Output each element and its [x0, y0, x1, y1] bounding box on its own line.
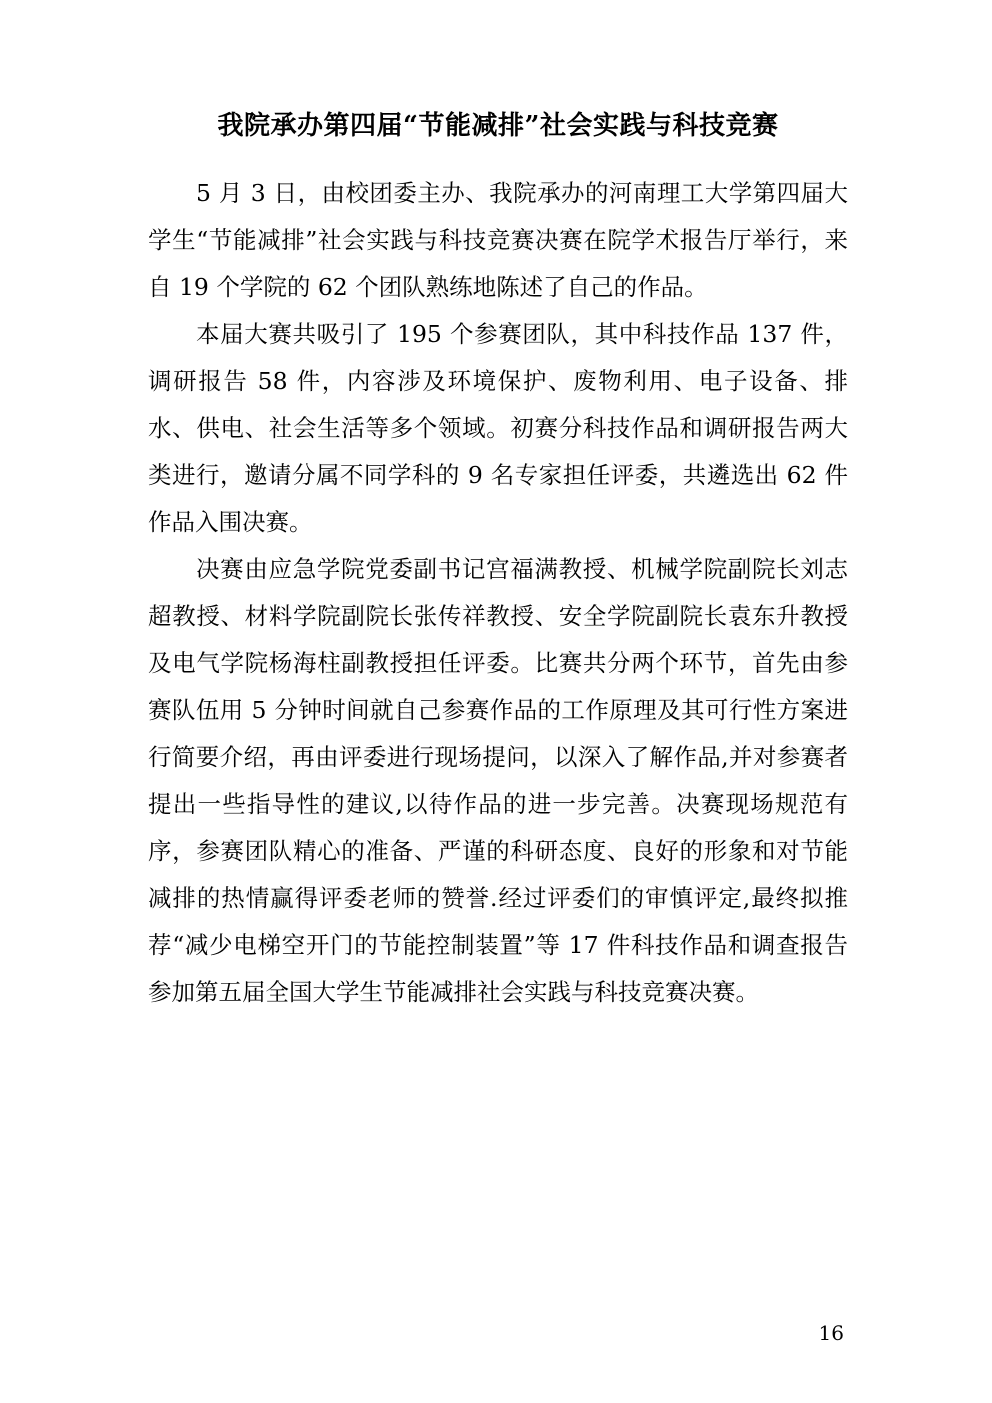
document-body — [148, 108, 848, 1016]
paragraph-2: 本届大赛共吸引了 195 个参赛团队，其中科技作品 137 件，调研报告 58 件，内容涉及环境保护、废物利用、电子设备、排水、供电、社会生活等多个领域。初赛分科技作品和调研报告两大类进行，邀请分属不同学科的 9 名专家担任评委，共遴选出 62 件作品入围决赛。 — [148, 320, 848, 537]
paragraph-1: 5 月 3 日，由校团委主办、我院承办的河南理工大学第四届大学生“节能减排”社会实践与科技竞赛决赛在院学术报告厅举行，来自 19 个学院的 62 个团队熟练地陈述了自己的作品。 — [148, 179, 848, 302]
paragraph-3: 决赛由应急学院党委副书记宫福满教授、机械学院副院长刘志超教授、材料学院副院长张传祥教授、安全学院副院长袁东升教授及电气学院杨海柱副教授担任评委。比赛共分两个环节，首先由参赛队伍用 5 分钟时间就自己参赛作品的工作原理及其可行性方案进行简要介绍，再由评委进行现场提问，以深入了解作品,并对参赛者提出一些指导性的建议,以待作品的进一步完善。决赛现场规范有序，参赛团队精心的准备、严谨的科研态度、良好的形象和对节能减排的热情赢得评委老师的赞誉.经过评委们的审慎评定,最终拟推荐“减少电梯空开门的节能控制装置”等 17 件科技作品和调查报告参加第五届全国大学生节能减排社会实践与科技竞赛决赛。 — [148, 555, 848, 1007]
page-number: 16 — [818, 1321, 844, 1345]
page-title: 我院承办第四届“节能减排”社会实践与科技竞赛 — [217, 111, 779, 141]
